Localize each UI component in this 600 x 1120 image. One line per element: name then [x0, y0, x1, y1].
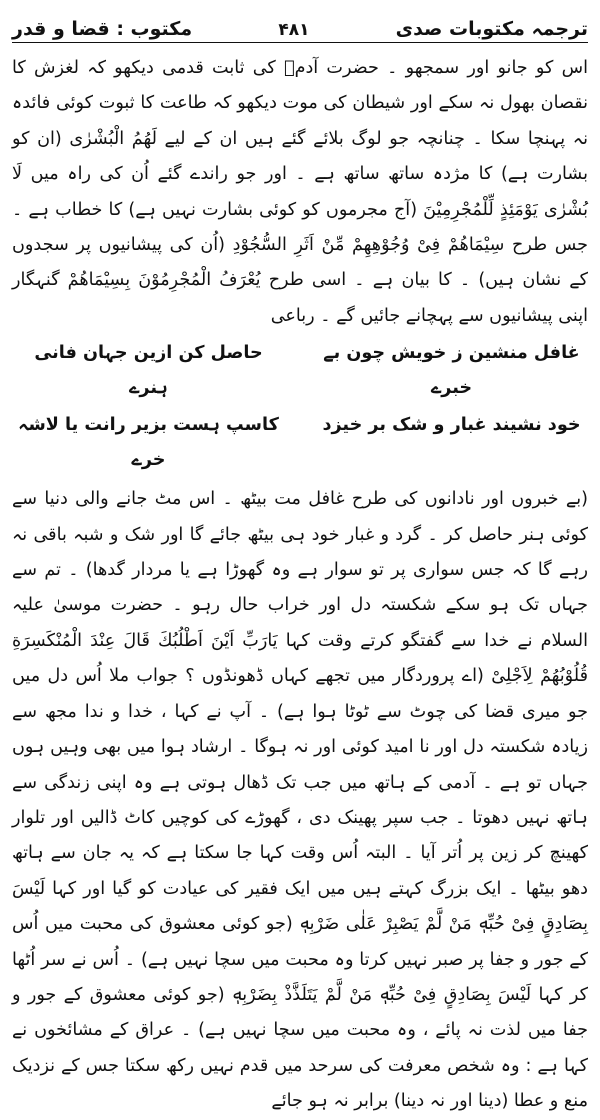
verse-line: خود نشیند غبار و شک بر خیزد	[322, 415, 581, 436]
book-title: ترجمہ مکتوبات صدی	[395, 18, 588, 40]
running-header	[12, 6, 588, 40]
chapter-title: مکتوب : قضا و قدر	[12, 18, 193, 40]
header-rule	[12, 42, 588, 43]
verse-line: غافل منشین ز خویش چون بے خبرے	[323, 343, 580, 399]
verse-line: حاصل کن ازین جہان فانی ہنرے	[34, 343, 263, 399]
paragraph: (بے خبروں اور نادانوں کی طرح غافل مت بیٹھ ۔ اس مٹ جانے والی دنیا سے کوئی ہنر حاصل کر ۔ گرد و غبار خود ہی بیٹھ جائے گا اور شک و شبہ باقی نہ رہے گا کہ جس سواری پر تو سوار ہے وہ گھوڑا ہے یا مردار گدھا) ۔ تم سے جہاں تک ہو سکے شکستہ دل اور خراب حال رہو ۔ حضرت موسیٰ علیہ السلام نے خدا سے گفتگو کرتے وقت کہا یَارَبِّ اَیْنَ اَطْلُبُكَ قَالَ عِنْدَ الْمُنْكَسِرَةِ قُلُوْبُهُمْ لِاَجْلِیْ (اے پروردگار میں تجھے کہاں ڈھونڈوں ؟ جواب ملا اُس دل میں جو میری قضا کی چوٹ سے ٹوٹا ہوا ہے) ۔ آپ نے کہا ، خدا و ندا مجھ سے زیادہ شکستہ دل اور نا امید کوئی اور نہ ہوگا ۔ ارشاد ہوا میں بھی وہیں ہوں جہاں تو ہے ۔ آدمی کے ہاتھ میں جب تک ڈھال ہوتی ہے وہ اپنی زندگی سے ہاتھ نہیں دھوتا ۔ جب سپر پھینک دی ، گھوڑے کی کوچیں کاٹ ڈالیں اور تلوار کھینچ کر زین پر اُتر آیا ۔ البتہ اُس وقت کہا جا سکتا ہے کہ یہ جان سے ہاتھ دھو بیٹھا ۔ ایک بزرگ کہتے ہیں میں ایک فقیر کی عیادت کو گیا اور کہا لَیْسَ بِصَادِقٍ فِیْ حُبِّهٖ مَنْ لَّمْ یَصْبِرْ عَلٰی ضَرْبِهٖ (جو کوئی معشوق کی محبت میں اُس کے جور و جفا پر صبر نہیں کرتا وہ محبت میں سچا نہیں ہے) ۔ اُس نے سر اُٹھا کر کہا لَیْسَ بِصَادِقٍ فِیْ حُبِّهٖ مَنْ لَّمْ یَتَلَذَّذْ بِضَرْبِهٖ (جو کوئی معشوق کے جور و جفا میں لذت نہ پائے ، وہ محبت میں سچا نہیں ہے) ۔ عراق کے مشائخوں نے کہا ہے : وہ شخص معرفت کی سرحد میں قدم نہیں رکھ سکتا جس کے نزدیک منع و عطا (دینا اور نہ دینا) برابر نہ ہو جائے	[12, 489, 588, 1112]
page-number: ۴۸۱	[278, 20, 310, 40]
verse-line: کاسپ ہست بزیر رانت یا لاشہ خرے	[18, 415, 279, 471]
quatrain	[12, 336, 588, 478]
paragraph: اس کو جانو اور سمجھو ۔ حضرت آدمؑ کی ثابت قدمی دیکھو کہ لغزش کا نقصان بھول نہ سکے اور شیطان کی موت دیکھو کہ طاعت کا ثبوت کوئی فائدہ نہ پہنچا سکا ۔ چنانچہ جو لوگ بلائے گئے ہیں ان کے لیے لَهُمُ الْبُشْرٰی (ان کو بشارت ہے) کا مژدہ ساتھ ساتھ ہے ۔ اور جو راندے گئے اُن کی راہ میں لَا بُشْرٰی یَوْمَئِذٍ لِّلْمُجْرِمِیْنَ (آج مجرموں کو کوئی بشارت نہیں ہے) کا خطاب ہے ۔ جس طرح سِیْمَاهُمْ فِیْ وُجُوْهِهِمْ مِّنْ اَثَرِ السُّجُوْدِ (اُن کی پیشانیوں پر سجدوں کے نشان ہیں) ۔ کا بیان ہے ۔ اسی طرح یُعْرَفُ الْمُجْرِمُوْنَ بِسِیْمَاهُمْ گنہگار اپنی پیشانیوں سے پہچانے جائیں گے ۔ رباعی	[12, 58, 588, 326]
page-body	[12, 51, 588, 1120]
